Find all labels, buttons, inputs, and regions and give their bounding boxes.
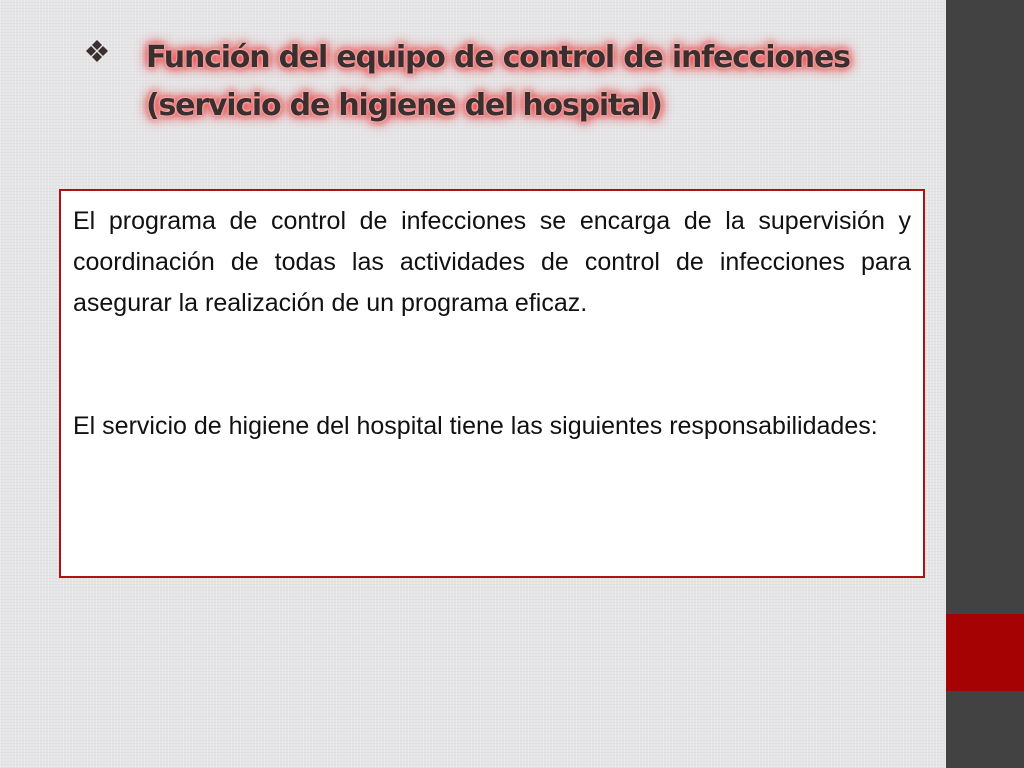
four-diamond-bullet-icon [86,40,108,62]
content-box [59,189,925,578]
paragraph-program: El programa de control de infecciones se encarga de la supervisión y coordinación de todas las actividades de control de infecciones para asegurar la realización de un programa eficaz. [73,207,911,317]
side-accent-block [946,614,1024,691]
slide-title: Función del equipo de control de infecciones (servicio de higiene del hospital) [146,40,850,123]
paragraph-responsibilities: El servicio de higiene del hospital tiene las siguientes responsabilidades: [73,412,878,440]
